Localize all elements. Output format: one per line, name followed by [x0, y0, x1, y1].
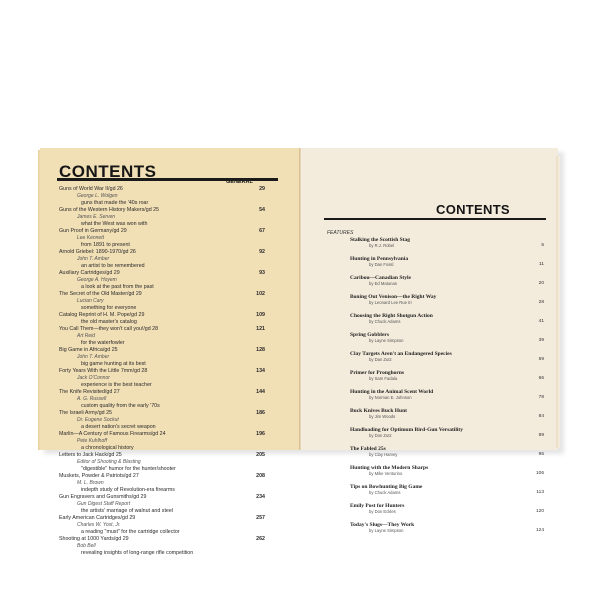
right-title-rule — [324, 218, 546, 220]
entry-title: Auxiliary Cartridges/gd 29 — [59, 270, 120, 276]
feature-author: by Sam Fadala — [369, 376, 398, 381]
feature-title: Hunting in the Animal Scent World — [350, 389, 434, 395]
contents-entry — [59, 312, 279, 319]
entry-title: Forty Years With the Little 7mm/gd 28 — [59, 368, 148, 374]
left-page-title: CONTENTS — [59, 162, 157, 181]
feature-page-number: 20 — [538, 281, 544, 286]
feature-entry — [340, 484, 544, 503]
feature-page-number: 28 — [538, 300, 544, 305]
left-section-label: GENERAL — [226, 179, 253, 185]
contents-entry — [59, 186, 279, 193]
contents-entry — [59, 473, 279, 480]
right-section-label: FEATURES — [327, 230, 354, 236]
feature-title: Hunting with the Modern Sharps — [350, 465, 429, 471]
contents-entry — [59, 249, 279, 256]
entry-page-number: 196 — [256, 431, 265, 437]
entry-title: The Secret of the Old Master/gd 29 — [59, 291, 142, 297]
entry-page-number: 102 — [256, 291, 265, 297]
entry-author: Lucian Cary — [77, 298, 104, 304]
entry-author: Dr. Eugene Sockut — [77, 417, 119, 423]
entry-page-number: 208 — [256, 473, 265, 479]
entry-page-number: 29 — [259, 186, 265, 192]
feature-entry — [340, 465, 544, 484]
feature-title: Tips on Bowhunting Big Game — [350, 484, 423, 490]
feature-title: Spring Gobblers — [350, 332, 389, 338]
feature-author: by Dan Fossl — [369, 262, 394, 267]
entry-author: John T. Amber — [77, 256, 110, 262]
feature-title: Buck Knives Buck Hunt — [350, 408, 408, 414]
left-contents-list — [59, 186, 279, 557]
entry-description: what the West was won with — [81, 221, 148, 227]
feature-entry — [340, 256, 544, 275]
contents-entry — [59, 228, 279, 235]
feature-entry — [340, 275, 544, 294]
feature-entry — [340, 503, 544, 522]
entry-page-number: 257 — [256, 515, 265, 521]
entry-page-number: 109 — [256, 312, 265, 318]
feature-page-number: 113 — [536, 490, 544, 495]
contents-entry — [59, 536, 279, 543]
entry-title: Shooting at 1000 Yards/gd 29 — [59, 536, 129, 542]
entry-title: Gun Proof in Germany/gd 29 — [59, 228, 127, 234]
entry-description: an artist to be remembered — [81, 263, 145, 269]
feature-author: by Layne Simpson — [369, 338, 404, 343]
entry-author: Charles W. Yost, Jr. — [77, 522, 121, 528]
entry-title: Guns of World War II/gd 26 — [59, 186, 123, 192]
feature-entry — [340, 522, 544, 541]
entry-author: George L. Wolgen — [77, 193, 118, 199]
entry-title: Arnold Griebel: 1890-1970/gd 26 — [59, 249, 136, 255]
entry-author: Pete Kuhlhoff — [77, 438, 108, 444]
feature-title: Choosing the Right Shotgun Action — [350, 313, 433, 319]
contents-entry — [59, 270, 279, 277]
feature-page-number: 106 — [535, 471, 544, 476]
feature-title: Clay Targets Aren't an Endangered Species — [350, 351, 452, 357]
feature-entry — [340, 389, 544, 408]
entry-description: the old master's catalog — [81, 319, 137, 325]
feature-title: Handloading for Optimum Bird-Gun Versatility — [350, 427, 463, 433]
entry-author: Gun Digest Staff Report — [77, 501, 131, 507]
contents-entry — [59, 291, 279, 298]
entry-title: You Call Them—they won't call you!/gd 28 — [59, 326, 159, 332]
feature-page-number: 95 — [538, 452, 544, 457]
entry-title: Early American Cartridges/gd 29 — [59, 515, 136, 521]
feature-entry — [340, 408, 544, 427]
feature-title: Hunting in Pennsylvania — [350, 256, 409, 262]
feature-entry — [340, 446, 544, 465]
contents-entry — [59, 326, 279, 333]
feature-entry — [340, 332, 544, 351]
entry-page-number: 186 — [256, 410, 265, 416]
feature-page-number: 66 — [538, 376, 544, 381]
entry-description: experience is the best teacher — [81, 382, 152, 388]
entry-title: Muskets, Powder & Patriots/gd 27 — [59, 473, 139, 479]
contents-entry — [59, 368, 279, 375]
feature-author: by Dan Zutz — [369, 357, 392, 362]
feature-title: The Fabled 25s — [350, 446, 386, 452]
entry-description: for the waterfowler — [81, 340, 125, 346]
entry-title: The Knife Revisited/gd 27 — [59, 389, 120, 395]
entry-title: Letters to Jack Hack/gd 25 — [59, 452, 122, 458]
feature-page-number: 41 — [538, 319, 544, 324]
entry-description: a reading "must" for the cartridge collector — [81, 529, 180, 535]
feature-author: by R.J. Robel — [369, 243, 395, 248]
entry-description: a desert nation's secret weapon — [81, 424, 156, 430]
feature-author: by Jim Woods — [369, 414, 396, 419]
entry-description: indepth study of Revolution-era firearms — [81, 487, 175, 493]
entry-page-number: 92 — [259, 249, 265, 255]
entry-page-number: 128 — [256, 347, 265, 353]
entry-description: "digestible" humor for the hunter/shooter — [81, 466, 176, 472]
feature-page-number: 84 — [538, 414, 544, 419]
entry-page-number: 234 — [256, 494, 265, 500]
feature-page-number: 120 — [535, 509, 544, 514]
feature-author: by Chuck Adams — [369, 319, 401, 324]
feature-entry — [340, 351, 544, 370]
entry-author: Art Reid — [77, 333, 96, 339]
entry-title: Guns of the Western History Makers/gd 25 — [59, 207, 159, 213]
entry-description: guns that made the '40s roar — [81, 200, 149, 206]
feature-author: by Norman E. Johnson — [369, 395, 412, 400]
entry-description: something for everyone — [81, 305, 137, 311]
contents-entry — [59, 515, 279, 522]
right-page-title: CONTENTS — [436, 202, 510, 217]
feature-entry — [340, 313, 544, 332]
entry-page-number: 54 — [259, 207, 265, 213]
feature-author: by Don Zutz — [369, 433, 392, 438]
entry-author: M. L. Brown — [77, 480, 104, 486]
contents-entry — [59, 410, 279, 417]
entry-author: A. G. Russell — [77, 396, 107, 402]
feature-author: by Ed Matunas — [369, 281, 397, 286]
entry-title: Marlin—A Century of Famous Firearms/gd 24 — [59, 431, 166, 437]
entry-description: revealing insights of long-range rifle competition — [81, 550, 194, 556]
entry-description: big game hunting at its best — [81, 361, 146, 367]
entry-description: the artists' marriage of walnut and steel — [81, 508, 173, 514]
entry-title: Catalog Reprint of H. M. Pope/gd 29 — [59, 312, 145, 318]
feature-author: by Chuck Adams — [369, 490, 401, 495]
feature-title: Primer for Pronghorns — [350, 370, 405, 376]
entry-description: custom quality from the early '70s — [81, 403, 160, 409]
feature-page-number: 59 — [538, 357, 544, 362]
feature-author: by Layne Simpson — [369, 528, 404, 533]
feature-title: Today's Slugs—They Work — [350, 522, 415, 528]
feature-page-number: 39 — [538, 338, 544, 343]
feature-author: by Leonard Lee Rue III — [369, 300, 412, 305]
entry-page-number: 67 — [259, 228, 265, 234]
right-contents-list — [340, 237, 544, 541]
feature-entry — [340, 237, 544, 256]
feature-author: by Don Eckles — [369, 509, 396, 514]
feature-page-number: 89 — [538, 433, 544, 438]
contents-entry — [59, 389, 279, 396]
right-page-edge — [556, 156, 560, 448]
entry-page-number: 93 — [259, 270, 265, 276]
feature-page-number: 78 — [538, 395, 544, 400]
entry-title: The Israeli Army/gd 25 — [59, 410, 112, 416]
entry-author: Editor of Shooting & Blasting — [77, 459, 141, 465]
entry-author: John T. Amber — [77, 354, 110, 360]
entry-page-number: 262 — [256, 536, 265, 542]
contents-entry — [59, 347, 279, 354]
feature-page-number: 5 — [541, 243, 544, 248]
entry-description: a chronological history — [81, 445, 134, 451]
feature-title: Boning Out Venison—the Right Way — [350, 294, 437, 300]
entry-description: from 1891 to present — [81, 242, 130, 248]
feature-author: by Mike Venturino — [369, 471, 403, 476]
feature-entry — [340, 370, 544, 389]
feature-entry — [340, 294, 544, 313]
feature-title: Caribou—Canadian Style — [350, 275, 411, 281]
entry-page-number: 134 — [256, 368, 265, 374]
feature-title: Stalking the Scottish Stag — [350, 237, 411, 243]
entry-title: Big Game in Africa/gd 25 — [59, 347, 118, 353]
entry-page-number: 144 — [256, 389, 265, 395]
entry-title: Gun Engravers and Gunsmiths/gd 29 — [59, 494, 147, 500]
entry-author: Bob Bell — [77, 543, 96, 549]
feature-author: by Clay Harvey — [369, 452, 398, 457]
contents-entry — [59, 431, 279, 438]
contents-entry — [59, 207, 279, 214]
entry-description: a look at the past from the past — [81, 284, 154, 290]
feature-page-number: 124 — [535, 528, 544, 533]
entry-author: James E. Serven — [77, 214, 116, 220]
entry-author: Jack O'Connor — [77, 375, 110, 381]
feature-entry — [340, 427, 544, 446]
entry-page-number: 121 — [256, 326, 265, 332]
entry-author: Lee Kennett — [77, 235, 104, 241]
contents-entry — [59, 494, 279, 501]
entry-page-number: 205 — [256, 452, 265, 458]
entry-author: George A. Hoyem — [77, 277, 117, 283]
feature-title: Emily Post for Hunters — [350, 503, 405, 509]
contents-entry — [59, 452, 279, 459]
feature-page-number: 11 — [539, 262, 544, 267]
